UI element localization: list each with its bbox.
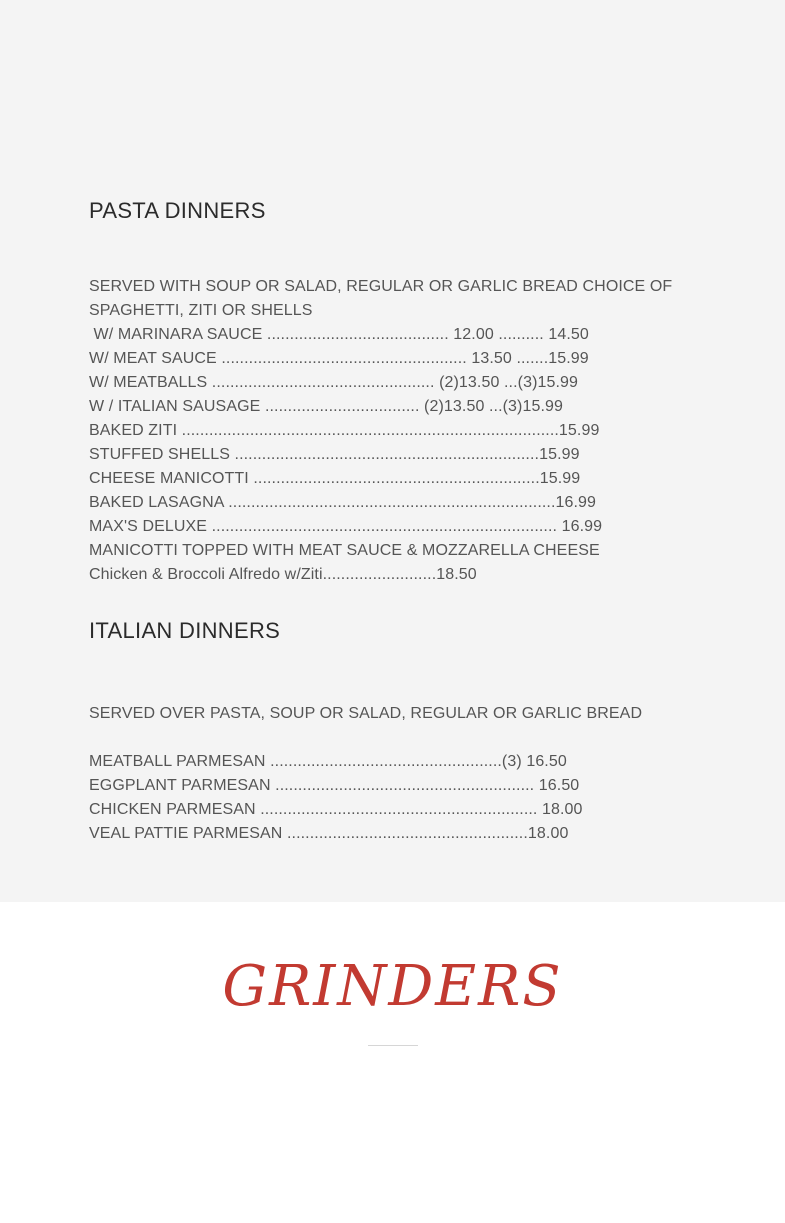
pasta-line: MANICOTTI TOPPED WITH MEAT SAUCE & MOZZARELLA CHEESE [89, 542, 600, 559]
italian-dinners-list [89, 750, 583, 846]
italian-intro-line: SERVED OVER PASTA, SOUP OR SALAD, REGULAR OR GARLIC BREAD [89, 705, 643, 722]
pasta-line: CHEESE MANICOTTI ...............................................................15.99 [89, 470, 581, 487]
pasta-line: BAKED ZITI ...................................................................................15.99 [89, 422, 600, 439]
pasta-line: STUFFED SHELLS ...................................................................15.99 [89, 446, 580, 463]
grinders-title: GRINDERS [222, 954, 563, 1019]
pasta-line: MAX'S DELUXE ............................................................................ 16.99 [89, 518, 603, 535]
pasta-dinners-heading: PASTA DINNERS [89, 198, 266, 223]
title-divider [368, 1045, 418, 1046]
pasta-line: SPAGHETTI, ZITI OR SHELLS [89, 302, 313, 319]
italian-line: CHICKEN PARMESAN ............................................................. 18.00 [89, 801, 583, 818]
italian-line: EGGPLANT PARMESAN ......................................................... 16.50 [89, 777, 580, 794]
italian-dinners-heading: ITALIAN DINNERS [89, 618, 281, 643]
grinders-section [0, 902, 785, 1223]
pasta-line: Chicken & Broccoli Alfredo w/Ziti.........................18.50 [89, 566, 477, 583]
pasta-line: W/ MARINARA SAUCE ........................................ 12.00 .......... 14.50 [89, 326, 589, 343]
italian-line: VEAL PATTIE PARMESAN .....................................................18.00 [89, 825, 569, 842]
pasta-line: W/ MEATBALLS ................................................. (2)13.50 ...(3)15.99 [89, 374, 579, 391]
italian-line: MEATBALL PARMESAN ...................................................(3) 16.50 [89, 753, 567, 770]
pasta-line: BAKED LASAGNA ........................................................................16.99 [89, 494, 597, 511]
pasta-line: W / ITALIAN SAUSAGE .................................. (2)13.50 ...(3)15.99 [89, 398, 564, 415]
italian-dinners-intro [89, 702, 642, 726]
pasta-line: W/ MEAT SAUCE ...................................................... 13.50 .......15.99 [89, 350, 589, 367]
pasta-dinners-list [89, 275, 672, 587]
pasta-line: SERVED WITH SOUP OR SALAD, REGULAR OR GARLIC BREAD CHOICE OF [89, 278, 673, 295]
